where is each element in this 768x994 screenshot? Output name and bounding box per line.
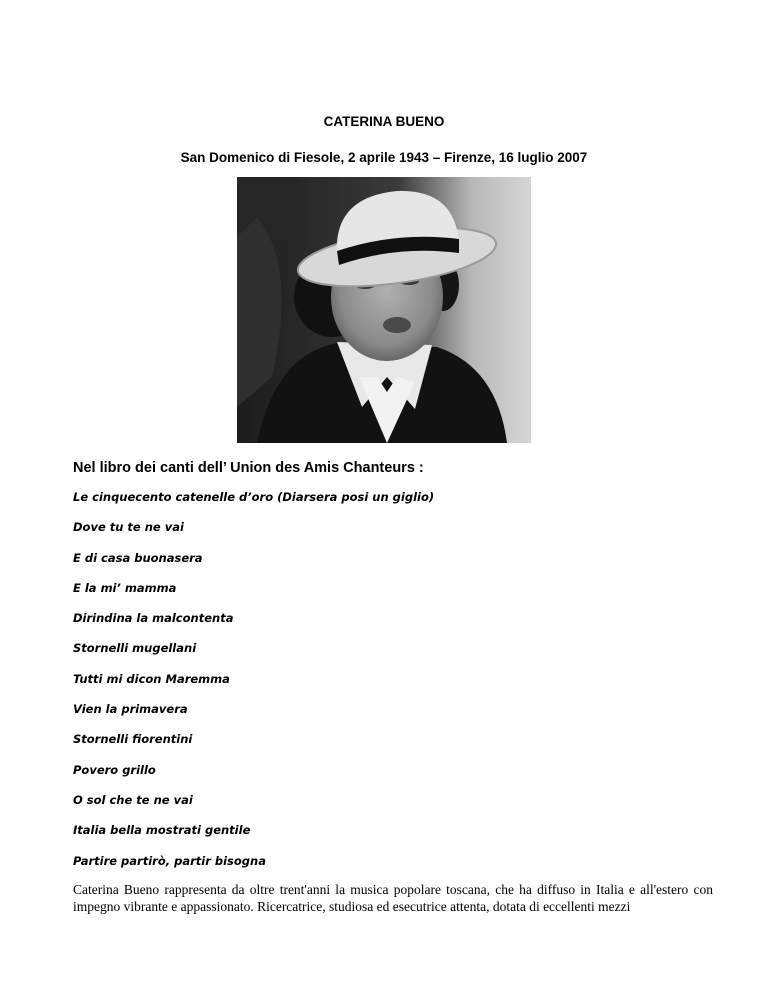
list-item: Dirindina la malcontenta	[73, 611, 234, 626]
list-item: E la mi’ mamma	[73, 580, 177, 595]
life-dates: San Domenico di Fiesole, 2 aprile 1943 – Firenze, 16 luglio 2007	[180, 150, 588, 165]
list-item: Partire partirò, partir bisogna	[73, 853, 266, 868]
list-item: E di casa buonasera	[73, 550, 203, 565]
list-item: Stornelli fiorentini	[73, 732, 193, 747]
bio-paragraph: Caterina Bueno rappresenta da oltre trent'anni la musica popolare toscana, che ha diffuso in Italia e all'estero con impegno vibrante e appassionato. Ricercatrice, studiosa ed esecutrice attenta, dotata di eccellenti mezzi	[73, 882, 713, 914]
page-title: CATERINA BUENO	[323, 114, 445, 129]
portrait-photo-icon	[237, 177, 531, 443]
portrait-photo	[237, 177, 531, 443]
list-item: Povero grillo	[73, 762, 156, 777]
list-item: Vien la primavera	[73, 702, 188, 717]
song-list	[73, 490, 434, 884]
list-item: Italia bella mostrati gentile	[73, 823, 251, 838]
list-item: Stornelli mugellani	[73, 641, 197, 656]
songs-section-heading: Nel libro dei canti dell’ Union des Amis Chanteurs :	[73, 460, 424, 476]
list-item: Le cinquecento catenelle d’oro (Diarsera posi un giglio)	[73, 490, 435, 504]
list-item: O sol che te ne vai	[73, 792, 193, 807]
list-item: Tutti mi dicon Maremma	[73, 671, 230, 686]
list-item: Dove tu te ne vai	[73, 520, 184, 535]
